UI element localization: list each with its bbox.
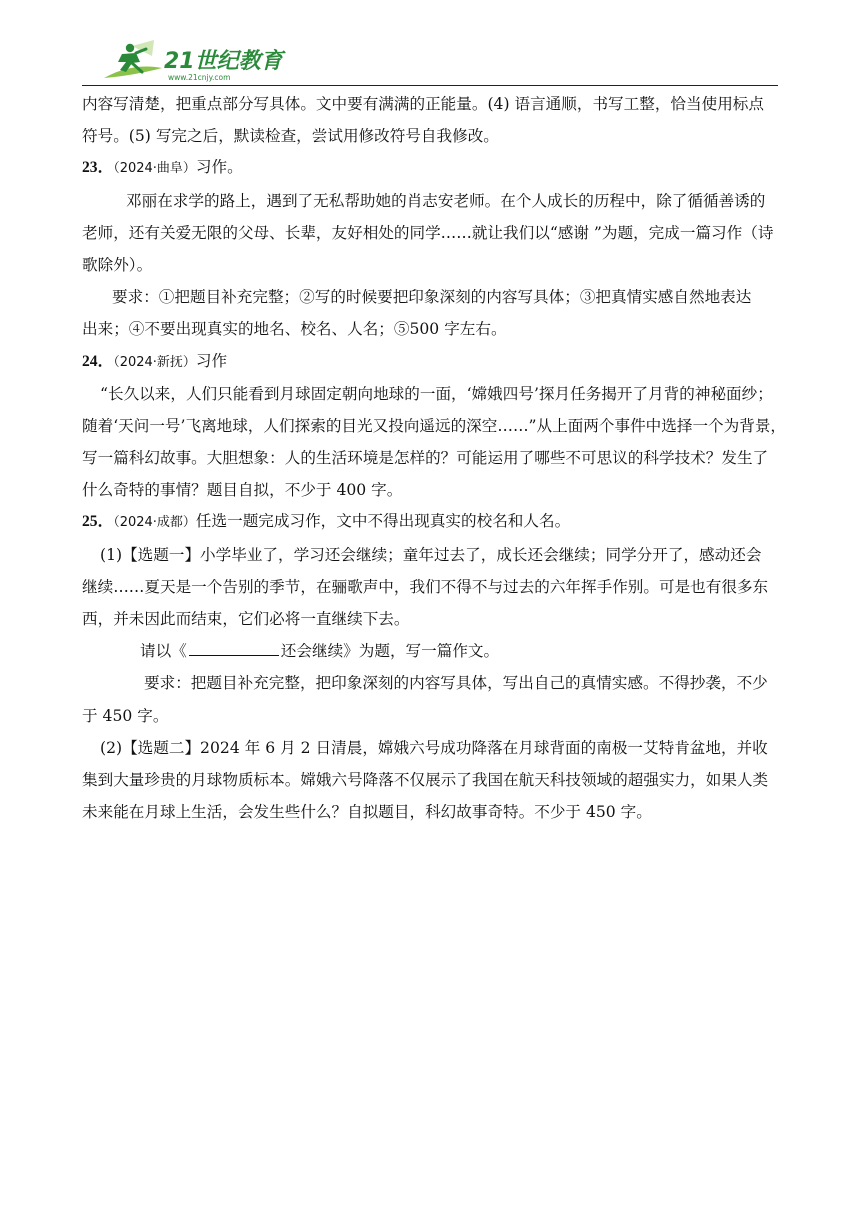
paragraph-line: 符号。(5) 写完之后，默读检查，尝试用修改符号自我修改。 (82, 127, 499, 146)
question-23-heading (82, 152, 782, 184)
requirement-line: 要求：把题目补充完整，把印象深刻的内容写具体，写出自己的真情实感。不得抄袭，不少 (144, 674, 768, 693)
paragraph-line: 歌除外）。 (82, 255, 153, 274)
paragraph-line: 继续……夏天是一个告别的季节，在骊歌声中，我们不得不与过去的六年挥手作别。可是也有很多东 (82, 577, 769, 596)
paragraph-line: 内容写清楚，把重点部分写具体。文中要有满满的正能量。(4) 语言通顺，书写工整，恰当使用标点 (82, 95, 764, 113)
requirement-line: 出来；④不要出现真实的地名、校名、人名；⑤500 字左右。 (82, 320, 507, 339)
question-number: 25． (82, 513, 114, 531)
runner-logo-icon (102, 38, 302, 84)
header-divider (82, 85, 778, 86)
paragraph-line: 什么奇特的事情？题目自拟，不少于 400 字。 (82, 481, 403, 500)
title-blank (189, 639, 279, 656)
question-title: 习作 (195, 352, 228, 370)
logo-text: 21世纪教育 (164, 49, 283, 74)
paragraph-line: 随着‘天问一号’飞离地球，人们探索的目光又投向遥远的深空……”从上面两个事件中选择一个为背景， (82, 416, 787, 435)
question-number: 23． (82, 159, 114, 177)
logo (102, 38, 302, 84)
option-two-line: (2)【选题二】2024 年 6 月 2 日清晨，嫦娥六号成功降落在月球背面的南极一艾特肯盆地，并收 (100, 738, 768, 757)
option-one-line: (1)【选题一】小学毕业了，学习还会继续；童年过去了，成长还会继续；同学分开了，感动还会 (100, 545, 762, 564)
prompt-prefix: 请以《 (140, 642, 187, 661)
question-title: 任选一题完成习作，文中不得出现真实的校名和人名。 (195, 513, 571, 531)
paragraph-line: 老师，还有关爱无限的父母、长辈，友好相处的同学……就让我们以“感谢 ”为题，完成一篇习作（诗 (82, 223, 774, 242)
paragraph-line: 写一篇科幻故事。大胆想象：人的生活环境是怎样的？可能运用了哪些不可思议的科学技术？发生了 (82, 449, 769, 468)
question-source: （2024·新抚） (113, 354, 196, 370)
paragraph-line: 集到大量珍贵的月球物质标本。嫦娥六号降落不仅展示了我国在航天科技领域的超强实力，如果人类 (82, 770, 769, 789)
question-title: 习作。 (195, 159, 243, 177)
question-24-heading (82, 346, 782, 378)
requirement-line: 要求：①把题目补充完整；②写的时候要把印象深刻的内容写具体；③把真情实感自然地表达 (112, 288, 752, 307)
question-number: 24． (82, 352, 114, 370)
prompt-suffix: 还会继续》为题，写一篇作文。 (280, 642, 500, 661)
document-body (82, 88, 787, 828)
paragraph-line: 邓丽在求学的路上，遇到了无私帮助她的肖志安老师。在个人成长的历程中，除了循循善诱的 (126, 191, 766, 210)
question-source: （2024·曲阜） (113, 161, 196, 177)
title-prompt-line (82, 635, 782, 667)
paragraph-line: 西，并未因此而结束，它们必将一直继续下去。 (82, 610, 410, 628)
paragraph-line: “长久以来，人们只能看到月球固定朝向地球的一面，‘嫦娥四号’探月任务揭开了月背的神秘面纱； (100, 384, 773, 403)
question-25-heading (82, 506, 782, 538)
question-source: （2024·成都） (113, 515, 196, 531)
paragraph-line: 于 450 字。 (82, 706, 169, 725)
page-header (82, 36, 778, 86)
logo-subtext: www.21cnjy.com (168, 73, 231, 82)
paragraph-line: 未来能在月球上生活，会发生些什么？自拟题目，科幻故事奇特。不少于 450 字。 (82, 803, 652, 822)
